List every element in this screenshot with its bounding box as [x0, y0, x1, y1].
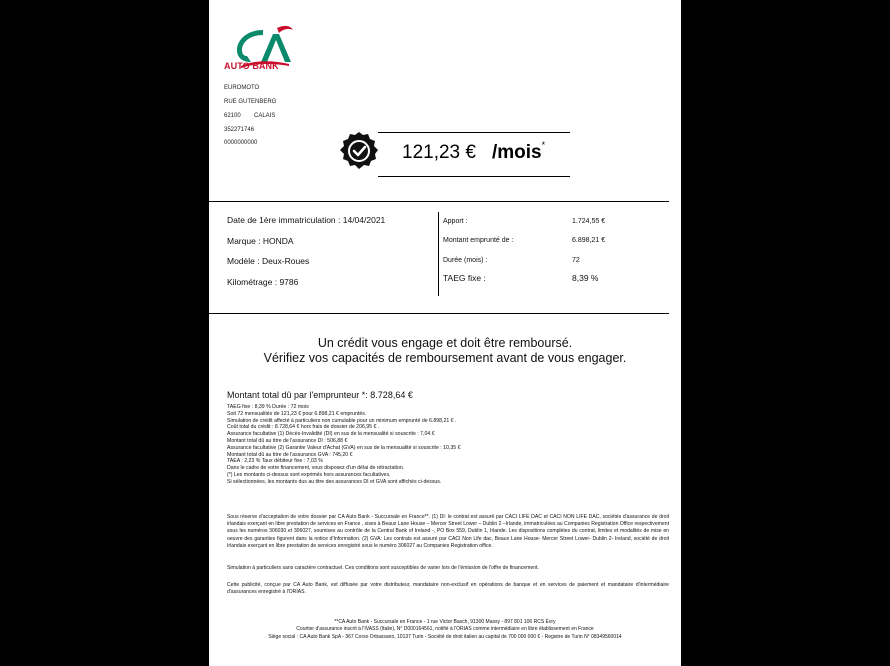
detail-line: Assurance facultative (1) Décès-Invalidité (DI) en sus de la mensualité si souscrite : 7,04 €: [227, 431, 435, 438]
warning-line-1: Un crédit vous engage et doit être remboursé.: [317, 336, 573, 350]
dealer-city: CALAIS: [254, 113, 276, 119]
price-per-month: /mois: [491, 142, 542, 163]
footer: [209, 619, 681, 641]
monthly-price: [402, 142, 545, 164]
detail-line: TAEG fixe : 8,39 % Durée : 72 mois: [227, 404, 309, 410]
duration-label: Durée (mois) :: [443, 257, 488, 264]
duration-value: 72: [572, 257, 580, 264]
detail-line: Montant total dû au titre de l'assurance GVA : 745,20 €: [227, 451, 353, 458]
legal-simulation: Simulation à particuliers sans caractère contractuel. Ces conditions sont susceptibles de varier lors de l'émission de l'offre de financement.: [227, 565, 539, 571]
legal-advertising: Cette publicité, conçue par CA Auto Bank, est diffusée par votre distributeur, mandataire non-exclusif en opérations de banque et en services de paiement et mandataire d'intermédiaire d'assurances enregistré à l'ORIAS.: [227, 582, 669, 596]
footer-line-1: **CA Auto Bank - Succursale en France - 1 rue Victor Basch, 91300 Massy - 897 801 106 RCS Évry: [334, 619, 556, 625]
detail-line: Dans le cadre de votre financement, vous disposez d'un délai de rétractation.: [227, 465, 405, 472]
loan-label: Montant emprunté de :: [443, 237, 514, 244]
price-asterisk: *: [541, 140, 546, 150]
check-circle-icon: [338, 131, 380, 173]
brand-name: AUTO BANK: [224, 61, 279, 71]
taeg-value: 8,39 %: [572, 273, 599, 283]
detail-line: TAEA : 2,23 % Taux débiteur fixe : 7,03 %: [227, 458, 323, 465]
deposit-label: Apport :: [443, 218, 468, 225]
price-rule-top: [378, 132, 570, 133]
price-amount: 121,23 €: [402, 142, 476, 163]
price-rule-bottom: [378, 176, 570, 177]
detail-line: Soit 72 mensualités de 121,23 € pour 6.898,21 € empruntés.: [227, 410, 367, 417]
detail-line: Assurance facultative (2) Garantie Valeur d'Achat (GVA) en sus de la mensualité si souscrite : 10,35 €: [227, 444, 461, 451]
dealer-id: 352271746: [224, 127, 255, 133]
dealer-street: RUE GUTENBERG: [224, 99, 277, 105]
footer-line-3: Siège social : CA Auto Bank SpA - 367 Corso Orbassano, 10137 Turin - Société de droit italien au capital de 700 000 000 € - Registre de Turin N° 08349560014: [268, 633, 622, 640]
detail-line: Coût total du crédit : 8.728,64 € hors frais de dossier de 206,95 € .: [227, 424, 380, 431]
registration-date: Date de 1ère immatriculation : 14/04/2021: [227, 215, 386, 225]
footer-line-2: Courtier d'assurance inscrit à l'IVASS (Italie), N° D000164561, notifié à l'ORIAS comme intermédiaire en libre établissement en France: [296, 626, 594, 633]
details-divider: [438, 212, 439, 296]
deposit-value: 1.724,55 €: [572, 218, 606, 225]
dealer-postcode: 62100: [224, 113, 241, 119]
vehicle-mileage: Kilométrage : 9786: [227, 277, 299, 287]
vehicle-model: Modèle : Deux-Roues: [227, 256, 310, 266]
detail-line: Montant total dû au titre de l'assurance DI : 506,88 €: [227, 437, 348, 444]
dealer-phone: 0000000000: [224, 140, 258, 146]
details-rule-bottom: [209, 313, 669, 314]
vehicle-brand: Marque : HONDA: [227, 236, 294, 246]
dealer-name: EUROMOTO: [224, 85, 260, 91]
legal-terms: Sous réserve d'acceptation de votre dossier par CA Auto Bank - Succursale en France**. (1) DI: le contrat est assuré par CACI LIFE DAC et CACI NON LIFE DAC, sociétés d'assurance de droit irlandais exerçant en libre prestation de services en France , sises à Beaux Lane House – Mercer Street Lower – Dublin 2 –Irlande, immatriculées au Companies Registration Office respectivement sous les numéros 306030 et 306027, soumises au contrôle de la Central Bank of Ireland -, PO Box 559, Dublin 1, Irlande. Les dispositions complètes du contrat, limites et modalités de mise en oeuvre des garanties figurent dans la notice d'Information. (2) GVA: Les contrats est assuré par CACI Non Life dac, Beaux Lane House- Mercer Street Lower- Dublin 2- Ireland, société de droit Irlandais exerçant en libre prestation de services enregistré sous le numéro 306027 au Companies Registration office.: [227, 514, 669, 549]
total-amount: Montant total dû par l'emprunteur *: 8.728,64 €: [227, 390, 413, 400]
warning-line-2: Vérifiez vos capacités de remboursement avant de vous engager.: [263, 351, 627, 365]
total-details: [227, 404, 460, 486]
loan-value: 6.898,21 €: [572, 237, 606, 244]
details-rule-top: [209, 201, 669, 202]
document-page: [209, 0, 681, 666]
detail-line: Si sélectionnées, les montants dus au titre des assurances DI et GVA sont affichés ci-dessus.: [227, 478, 442, 485]
taeg-label: TAEG fixe :: [443, 273, 486, 283]
detail-line: Simulation de crédit affecté à particuliers non cumulable pour un minimum emprunté de 6.898,21 € .: [227, 417, 457, 424]
detail-line: (*) Les montants ci-dessus sont exprimés hors assurances facultatives.: [227, 471, 391, 478]
